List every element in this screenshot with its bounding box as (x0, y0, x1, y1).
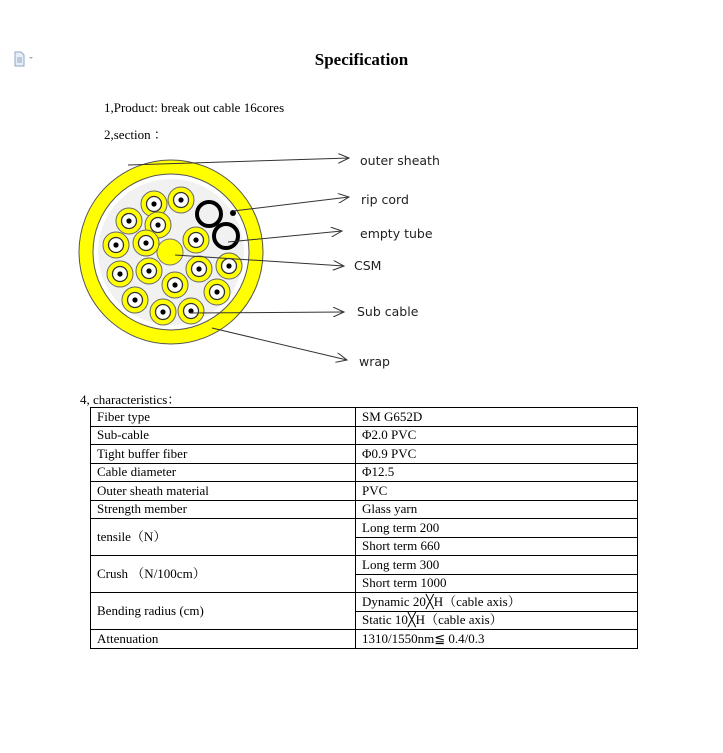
table-row (91, 500, 638, 519)
cell-value: Φ2.0 PVC (356, 426, 638, 445)
table-row (91, 482, 638, 501)
sub-cable (204, 279, 230, 305)
table-row (91, 426, 638, 445)
cell-value: Φ12.5 (356, 463, 638, 482)
cell-label: Fiber type (91, 408, 356, 427)
sub-cable (107, 261, 133, 287)
cell-value: PVC (356, 482, 638, 501)
sub-cable (103, 232, 129, 258)
label-rip-cord: rip cord (361, 192, 409, 207)
cell-label: Bending radius (cm) (91, 593, 356, 630)
table-row (91, 408, 638, 427)
cell-value: Long term 200 (356, 519, 638, 538)
sub-cable (133, 230, 159, 256)
cell-label: Cable diameter (91, 463, 356, 482)
cell-value: 1310/1550nm≦ 0.4/0.3 (356, 630, 638, 649)
table-row (91, 463, 638, 482)
table-row (91, 445, 638, 464)
characteristics-heading: 4, characteristics： (80, 392, 181, 407)
page-title: Specification (314, 50, 409, 69)
sub-cable (186, 256, 212, 282)
table-row (91, 593, 638, 612)
sub-cable (136, 258, 162, 284)
table-row (91, 556, 638, 575)
sub-cable (150, 299, 176, 325)
label-csm: CSM (354, 258, 382, 273)
section-line: 2,section ： (104, 127, 167, 142)
cell-value: SM G652D (356, 408, 638, 427)
sub-cable (122, 287, 148, 313)
label-sub-cable: Sub cable (357, 304, 419, 319)
cell-value: Glass yarn (356, 500, 638, 519)
table-row (91, 630, 638, 649)
cell-value: Static 10╳H（cable axis） (356, 611, 638, 630)
csm-center (157, 239, 183, 265)
sub-cable (168, 187, 194, 213)
cell-value: Short term 660 (356, 537, 638, 556)
sub-cable (178, 298, 204, 324)
cell-label: Tight buffer fiber (91, 445, 356, 464)
arrow-wrap (212, 328, 347, 360)
label-empty-tube: empty tube (360, 226, 433, 241)
cell-label: Attenuation (91, 630, 356, 649)
product-line: 1,Product: break out cable 16cores (104, 100, 285, 115)
cell-label: Outer sheath material (91, 482, 356, 501)
sub-cable (216, 253, 242, 279)
sub-cable (183, 227, 209, 253)
cell-value: Long term 300 (356, 556, 638, 575)
cell-label: Strength member (91, 500, 356, 519)
cell-value: Φ0.9 PVC (356, 445, 638, 464)
table-row (91, 519, 638, 538)
cell-label: Sub-cable (91, 426, 356, 445)
sub-cable (116, 208, 142, 234)
cell-value: Dynamic 20╳H（cable axis） (356, 593, 638, 612)
cell-label: Crush （N/100cm） (91, 556, 356, 593)
cell-value: Short term 1000 (356, 574, 638, 593)
characteristics-table (90, 407, 638, 649)
cell-label: tensile（N） (91, 519, 356, 556)
sub-cable (162, 272, 188, 298)
label-wrap: wrap (359, 354, 390, 369)
label-outer-sheath: outer sheath (360, 153, 440, 168)
arrow-rip-cord (233, 197, 349, 211)
